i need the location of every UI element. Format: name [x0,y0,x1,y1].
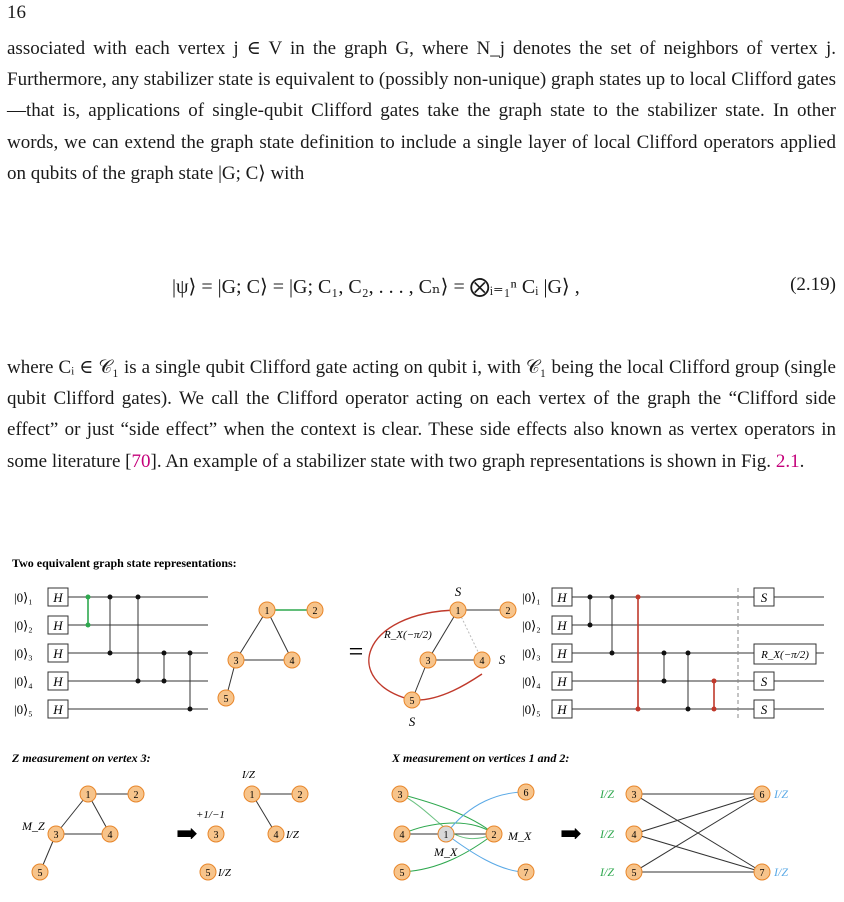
ket-2: |0⟩₂ [14,618,33,633]
vertex-label: 2 [491,830,497,841]
vertex-label: 1 [443,830,449,841]
rx-label: R_X(−π/2) [384,629,432,641]
right-side-effect-gates [754,588,816,718]
equation-2-19 [0,262,844,342]
graph-left [218,602,323,706]
ket-1: |0⟩₁ [522,590,541,605]
vertex-label: 4 [273,830,279,841]
arrow-icon: ➡ [176,819,198,848]
arrow-icon: ➡ [560,819,582,848]
ket-5: |0⟩₅ [14,702,33,717]
iz-label: I/Z [774,865,789,879]
hadamard-gate: H [557,618,567,633]
ket-3: |0⟩₃ [522,646,541,661]
figure-canvas [0,552,844,897]
vertex-label: 2 [133,790,139,801]
vertex-label: 6 [759,790,765,801]
vertex-label: 7 [759,868,765,879]
vertex-label: 4 [631,830,637,841]
paragraph-2 [7,352,836,477]
figure-title-top: Two equivalent graph state representations: [12,556,237,570]
vertex-label: 2 [312,606,318,617]
vertex-label: 1 [85,790,91,801]
vertex-label: 3 [213,830,219,841]
vertex-label: 3 [233,656,239,667]
iz-label: I/Z [600,827,615,841]
graph-z-after [196,769,308,880]
equals-sign: = [348,637,364,666]
s-gate: S [760,674,768,689]
vertex-label: 1 [264,606,270,617]
hadamard-gate: H [557,590,567,605]
s-gate: S [760,590,768,605]
ket-5: |0⟩₅ [522,702,541,717]
graph-x-before [392,784,534,880]
s-gate: S [760,702,768,717]
figure-2-1 [0,552,844,897]
iz-label: I/Z [600,787,615,801]
left-hadamards [48,588,68,718]
iz-label: I/Z [218,867,231,879]
figure-title-x: X measurement on vertices 1 and 2: [392,751,570,765]
equation-number: (2.19) [790,274,836,295]
pm-label: +1/−1 [196,809,225,821]
vertex-label: 4 [399,830,405,841]
paragraph-2-text-c: . [799,450,805,472]
mz-label: M_Z [22,819,45,833]
iz-label: I/Z [286,829,299,841]
paragraph-1: associated with each vertex j ∈ V in the graph G, where N_j denotes the set of neighbors of vertex j. Furthermore, any stabilizer state is equivalent to (possibly non-unique) graph states up to local Clifford gates—that is, applications of single-qubit Clifford gates take the graph state to the stabilizer state. In other words, we can extend the graph state definition to include a single layer of local Clifford operators applied on qubits of the graph state |G; C⟩ with [7,38,836,184]
vertex-label: 6 [523,788,529,799]
vertex-label: 1 [455,606,461,617]
hadamard-gate: H [53,674,63,689]
iz-label: I/Z [774,787,789,801]
vertex-label: 5 [223,694,229,705]
vertex-label: 4 [479,656,485,667]
ket-4: |0⟩₄ [522,674,541,689]
hadamard-gate: H [557,702,567,717]
hadamard-gate: H [557,646,567,661]
s-label: S [454,584,462,599]
vertex-label: 3 [425,656,431,667]
figure-title-z: Z measurement on vertex 3: [12,751,151,765]
hadamard-gate: H [53,590,63,605]
graph-z-before [21,786,144,880]
vertex-label: 4 [289,656,295,667]
s-label: S [498,652,506,667]
s-label: S [408,714,416,729]
paragraph-2-text-b: ]. An example of a stabilizer state with two graph representations is shown in Fig. [150,450,776,472]
citation-link[interactable]: 70 [131,450,151,472]
vertex-label: 3 [397,790,403,801]
mx-label: M_X [434,845,458,859]
ket-3: |0⟩₃ [14,646,33,661]
ket-2: |0⟩₂ [522,618,541,633]
vertex-label: 5 [399,868,405,879]
vertex-label: 3 [53,830,59,841]
hadamard-gate: H [557,674,567,689]
vertex-label: 5 [409,696,415,707]
vertex-label: 2 [505,606,511,617]
iz-label: I/Z [600,865,615,879]
vertex-label: 5 [205,868,211,879]
ket-1: |0⟩₁ [14,590,33,605]
equation-expression: |ψ⟩ = |G; C⟩ = |G; C₁, C₂, . . . , Cₙ⟩ = ⨂ᵢ₌₁ⁿ Cᵢ |G⟩ , [172,276,580,298]
hadamard-gate: H [53,618,63,633]
figure-link[interactable]: 2.1 [775,450,800,472]
paragraph-2-text-a: where Cᵢ ∈ 𝒞₁ is a single qubit Clifford gate acting on qubit i, with 𝒞₁ being the local Clifford group (single qubit Clifford gates). We call the Clifford operator acting on each vertex of the graph the “Clifford side effect” or just “side effect” when the context is clear. These side effects also known as vertex operators in some literature [ [7,357,836,472]
graph-middle [369,584,516,729]
left-circuit-kets [14,590,33,717]
vertex-label: 7 [523,868,529,879]
rx-gate: R_X(−π/2) [761,649,809,661]
vertex-label: 5 [37,868,43,879]
vertex-label: 1 [249,790,255,801]
vertex-label: 4 [107,830,113,841]
left-circuit [68,597,208,709]
vertex-label: 5 [631,868,637,879]
graph-x-after [599,786,788,880]
ket-4: |0⟩₄ [14,674,33,689]
vertex-label: 3 [631,790,637,801]
page-number: 16 [7,2,26,23]
hadamard-gate: H [53,646,63,661]
right-circuit-kets [522,590,541,717]
right-hadamards [552,588,572,718]
iz-label: I/Z [242,769,255,781]
hadamard-gate: H [53,702,63,717]
mx-label: M_X [508,829,532,843]
vertex-label: 2 [297,790,303,801]
